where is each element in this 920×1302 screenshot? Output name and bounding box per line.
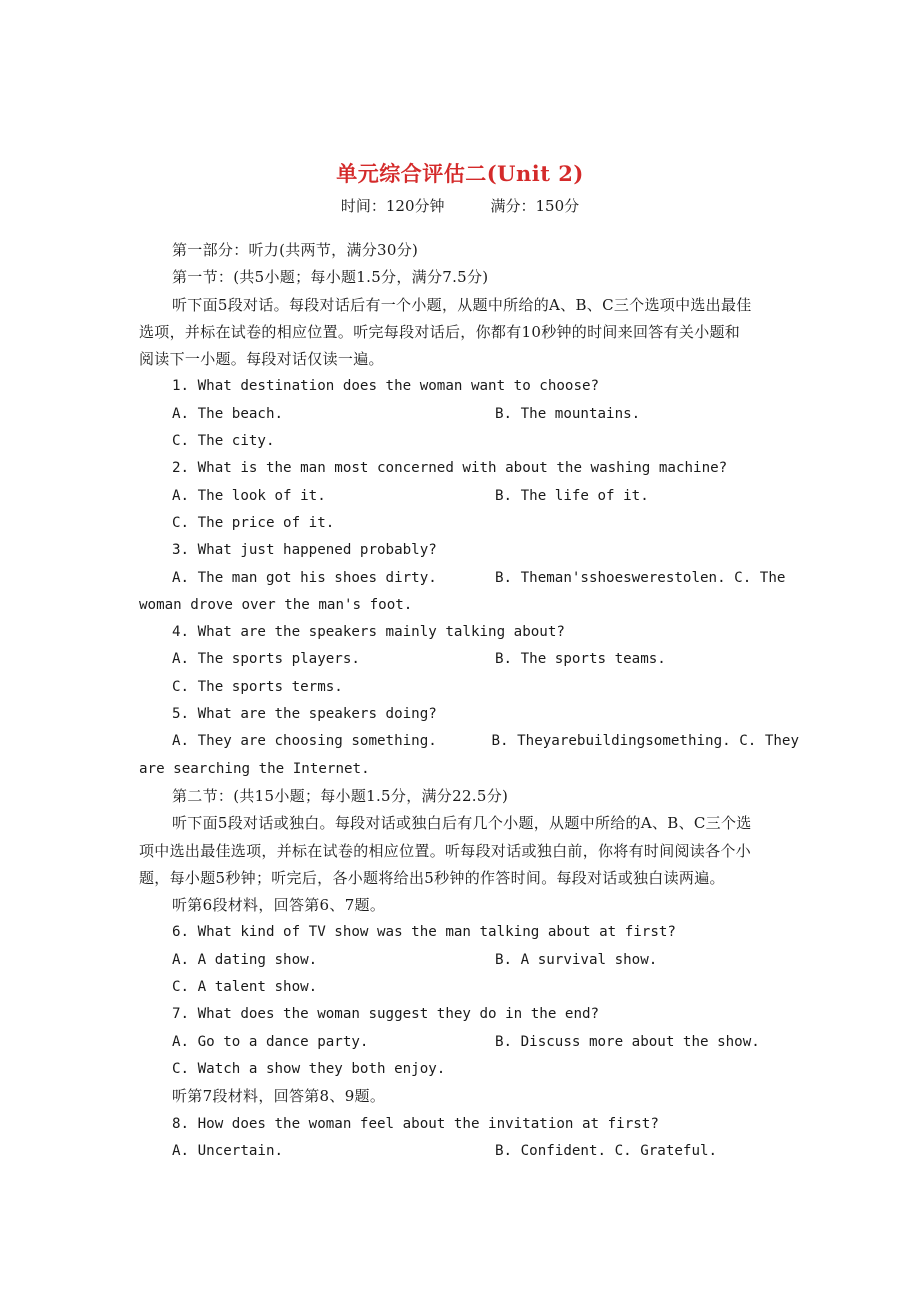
material-note: 听第7段材料，回答第8、9题。 <box>172 1087 386 1106</box>
exam-body <box>139 237 799 1165</box>
option-bc: B. Theyarebuildingsomething. C. They <box>491 733 799 750</box>
option-row <box>139 947 799 974</box>
option-b: B. The sports teams. <box>495 651 666 668</box>
option-c: C. The city. <box>172 433 275 450</box>
option-c: C. Watch a show they both enjoy. <box>172 1060 446 1077</box>
option-a: A. Go to a dance party. <box>172 1033 369 1050</box>
question-stem: 6. What kind of TV show was the man talking about at first? <box>172 924 676 941</box>
option-a: A. The beach. <box>172 405 284 422</box>
option-row <box>139 483 799 510</box>
option-c-continued: woman drove over the man's foot. <box>139 596 413 613</box>
option-c: C. The sports terms. <box>172 678 343 695</box>
option-c: C. A talent show. <box>172 979 318 996</box>
question-stem: 7. What does the woman suggest they do in the end? <box>172 1006 600 1023</box>
instruction-line: 听下面5段对话。每段对话后有一个小题，从题中所给的A、B、C三个选项中选出最佳 <box>172 295 752 314</box>
option-row <box>139 728 799 755</box>
instruction-line: 听下面5段对话或独白。每段对话或独白后有几个小题，从题中所给的A、B、C三个选 <box>172 814 752 833</box>
option-b: B. Discuss more about the show. <box>495 1033 760 1050</box>
option-a: A. The man got his shoes dirty. <box>172 569 437 586</box>
option-b: B. A survival show. <box>495 951 658 968</box>
full-score: 满分：150分 <box>490 197 580 215</box>
option-b: B. The life of it. <box>495 487 649 504</box>
option-a: A. The look of it. <box>172 487 326 504</box>
question-stem: 5. What are the speakers doing? <box>172 706 437 723</box>
question-stem: 1. What destination does the woman want to choose? <box>172 378 600 395</box>
option-a: A. They are choosing something. <box>172 733 437 750</box>
option-row <box>139 646 799 673</box>
question-stem: 8. How does the woman feel about the invitation at first? <box>172 1115 659 1132</box>
instruction-line: 选项，并标在试卷的相应位置。听完每段对话后，你都有10秒钟的时间来回答有关小题和 <box>139 322 741 341</box>
option-a: A. The sports players. <box>172 651 360 668</box>
section-heading: 第一节：(共5小题；每小题1.5分，满分7.5分) <box>172 268 489 287</box>
question-stem: 2. What is the man most concerned with about the washing machine? <box>172 460 728 477</box>
option-a: A. A dating show. <box>172 951 318 968</box>
question-stem: 4. What are the speakers mainly talking about? <box>172 624 565 641</box>
time-limit: 时间：120分钟 <box>340 197 445 215</box>
option-b: B. The mountains. <box>495 405 641 422</box>
instruction-line: 题，每小题5秒钟；听完后，各小题将给出5秒钟的作答时间。每段对话或独白读两遍。 <box>139 868 725 887</box>
question-stem: 3. What just happened probably? <box>172 542 437 559</box>
option-a: A. Uncertain. <box>172 1142 284 1159</box>
option-c-continued: are searching the Internet. <box>139 760 370 777</box>
option-bc: B. Theman'sshoeswerestolen. C. The <box>495 569 786 586</box>
option-row <box>139 565 799 592</box>
page-title: 单元综合评估二(Unit 2) <box>336 161 584 186</box>
part-heading: 第一部分：听力(共两节，满分30分) <box>172 241 419 259</box>
exam-meta <box>0 195 920 216</box>
option-row <box>139 401 799 428</box>
instruction-line: 项中选出最佳选项，并标在试卷的相应位置。听每段对话或独白前，你将有时间阅读各个小 <box>139 841 752 860</box>
instruction-line: 阅读下一小题。每段对话仅读一遍。 <box>139 350 384 369</box>
option-bc: B. Confident. C. Grateful. <box>495 1142 718 1159</box>
option-row <box>139 1029 799 1056</box>
option-row <box>139 1138 799 1165</box>
material-note: 听第6段材料，回答第6、7题。 <box>172 896 386 915</box>
option-c: C. The price of it. <box>172 514 335 531</box>
section-heading: 第二节：(共15小题；每小题1.5分，满分22.5分) <box>172 786 509 805</box>
